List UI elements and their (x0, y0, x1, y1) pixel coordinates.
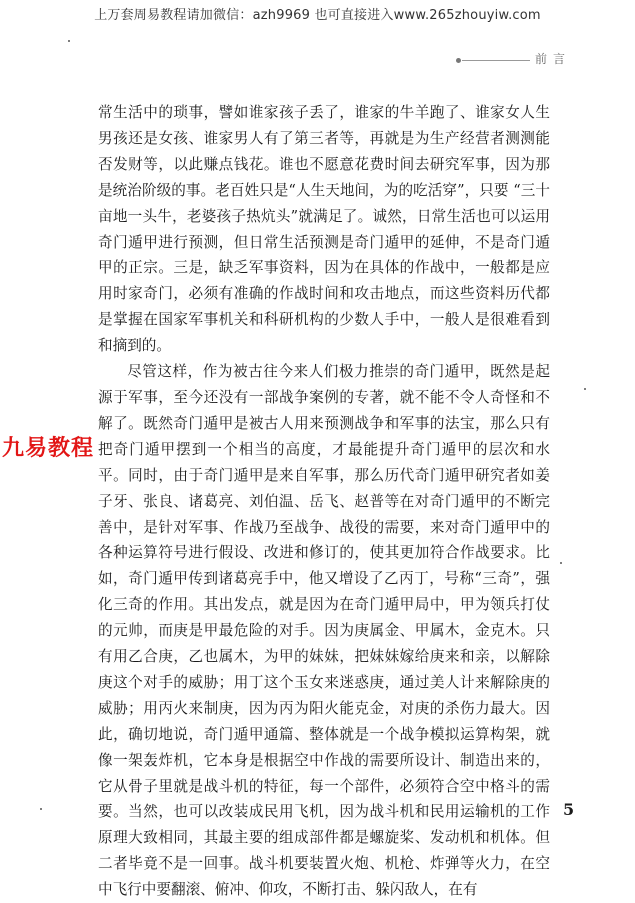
page-number: 5 (563, 800, 575, 819)
body-text (98, 100, 550, 903)
header-rule (462, 60, 530, 61)
scan-speck (560, 562, 562, 564)
scan-speck (40, 808, 42, 810)
scan-speck (584, 388, 586, 390)
side-brand-label: 九易教程 (2, 436, 95, 461)
watermark-text: 上万套周易教程请加微信：azh9969 也可直接进入www.265zhouyiw.com (94, 8, 541, 23)
scan-speck (68, 40, 70, 42)
running-head: 前言 (535, 52, 572, 66)
paragraph-1: 常生活中的琐事，譬如谁家孩子丢了，谁家的牛羊跑了、谁家女人生男孩还是女孩、谁家男人有了第三者等，再就是为生产经营者测测能否发财等，以此赚点钱花。谁也不愿意花费时间去研究军事，因为那是统治阶级的事。老百姓只是“人生天地间，为的吃活穿”，只要 “三十亩地一头牛，老婆孩子热炕头”就满足了。诚然，日常生活也可以运用奇门遁甲进行预测，但日常生活预测是奇门遁甲的延伸，不是奇门遁甲的正宗。三是，缺乏军事资料，因为在具体的作战中，一般都是应用时家奇门，必须有准确的作战时间和攻击地点，而这些资料历代都是掌握在国家军事机关和科研机构的少数人手中，一般人是很难看到和摘到的。 (98, 104, 550, 355)
paragraph-2: 尽管这样，作为被古往今来人们极力推崇的奇门遁甲，既然是起源于军事，至今还没有一部战争案例的专著，就不能不令人奇怪和不解了。既然奇门遁甲是被古人用来预测战争和军事的法宝，那么只有把奇门遁甲摆到一个相当的高度，才最能提升奇门遁甲的层次和水平。同时，由于奇门遁甲是来自军事，那么历代奇门遁甲研究者如姜子牙、张良、诸葛亮、刘伯温、岳飞、赵普等在对奇门遁甲的不断完善中，是针对军事、作战乃至战争、战役的需要，来对奇门遁甲中的各种运算符号进行假设、改进和修订的，使其更加符合作战要求。比如，奇门遁甲传到诸葛亮手中，他又增设了乙丙丁，号称“三奇”，强化三奇的作用。其出发点，就是因为在奇门遁甲局中，甲为领兵打仗的元帅，而庚是甲最危险的对手。因为庚属金、甲属木，金克木。只有用乙合庚，乙也属木，为甲的妹妹，把妹妹嫁给庚来和亲，以解除庚这个对手的威胁；用丁这个玉女来迷惑庚，通过美人计来解除庚的威胁；用丙火来制庚，因为丙为阳火能克金，对庚的杀伤力最大。因此，确切地说，奇门遁甲通篇、整体就是一个战争模拟运算构架，就像一架轰炸机，它本身是根据空中作战的需要所设计、制造出来的，它从骨子里就是战斗机的特征，每一个部件，必须符合空中格斗的需要。当然，也可以改装成民用飞机，因为战斗机和民用运输机的工作原理大致相同，其最主要的组成部件都是螺旋桨、发动机和机体。但二者毕竟不是一回事。战斗机要装置火炮、机枪、炸弹等火力，在空中飞行中要翻滚、俯冲、仰攻，不断打击、躲闪敌人，在有 (98, 363, 550, 899)
